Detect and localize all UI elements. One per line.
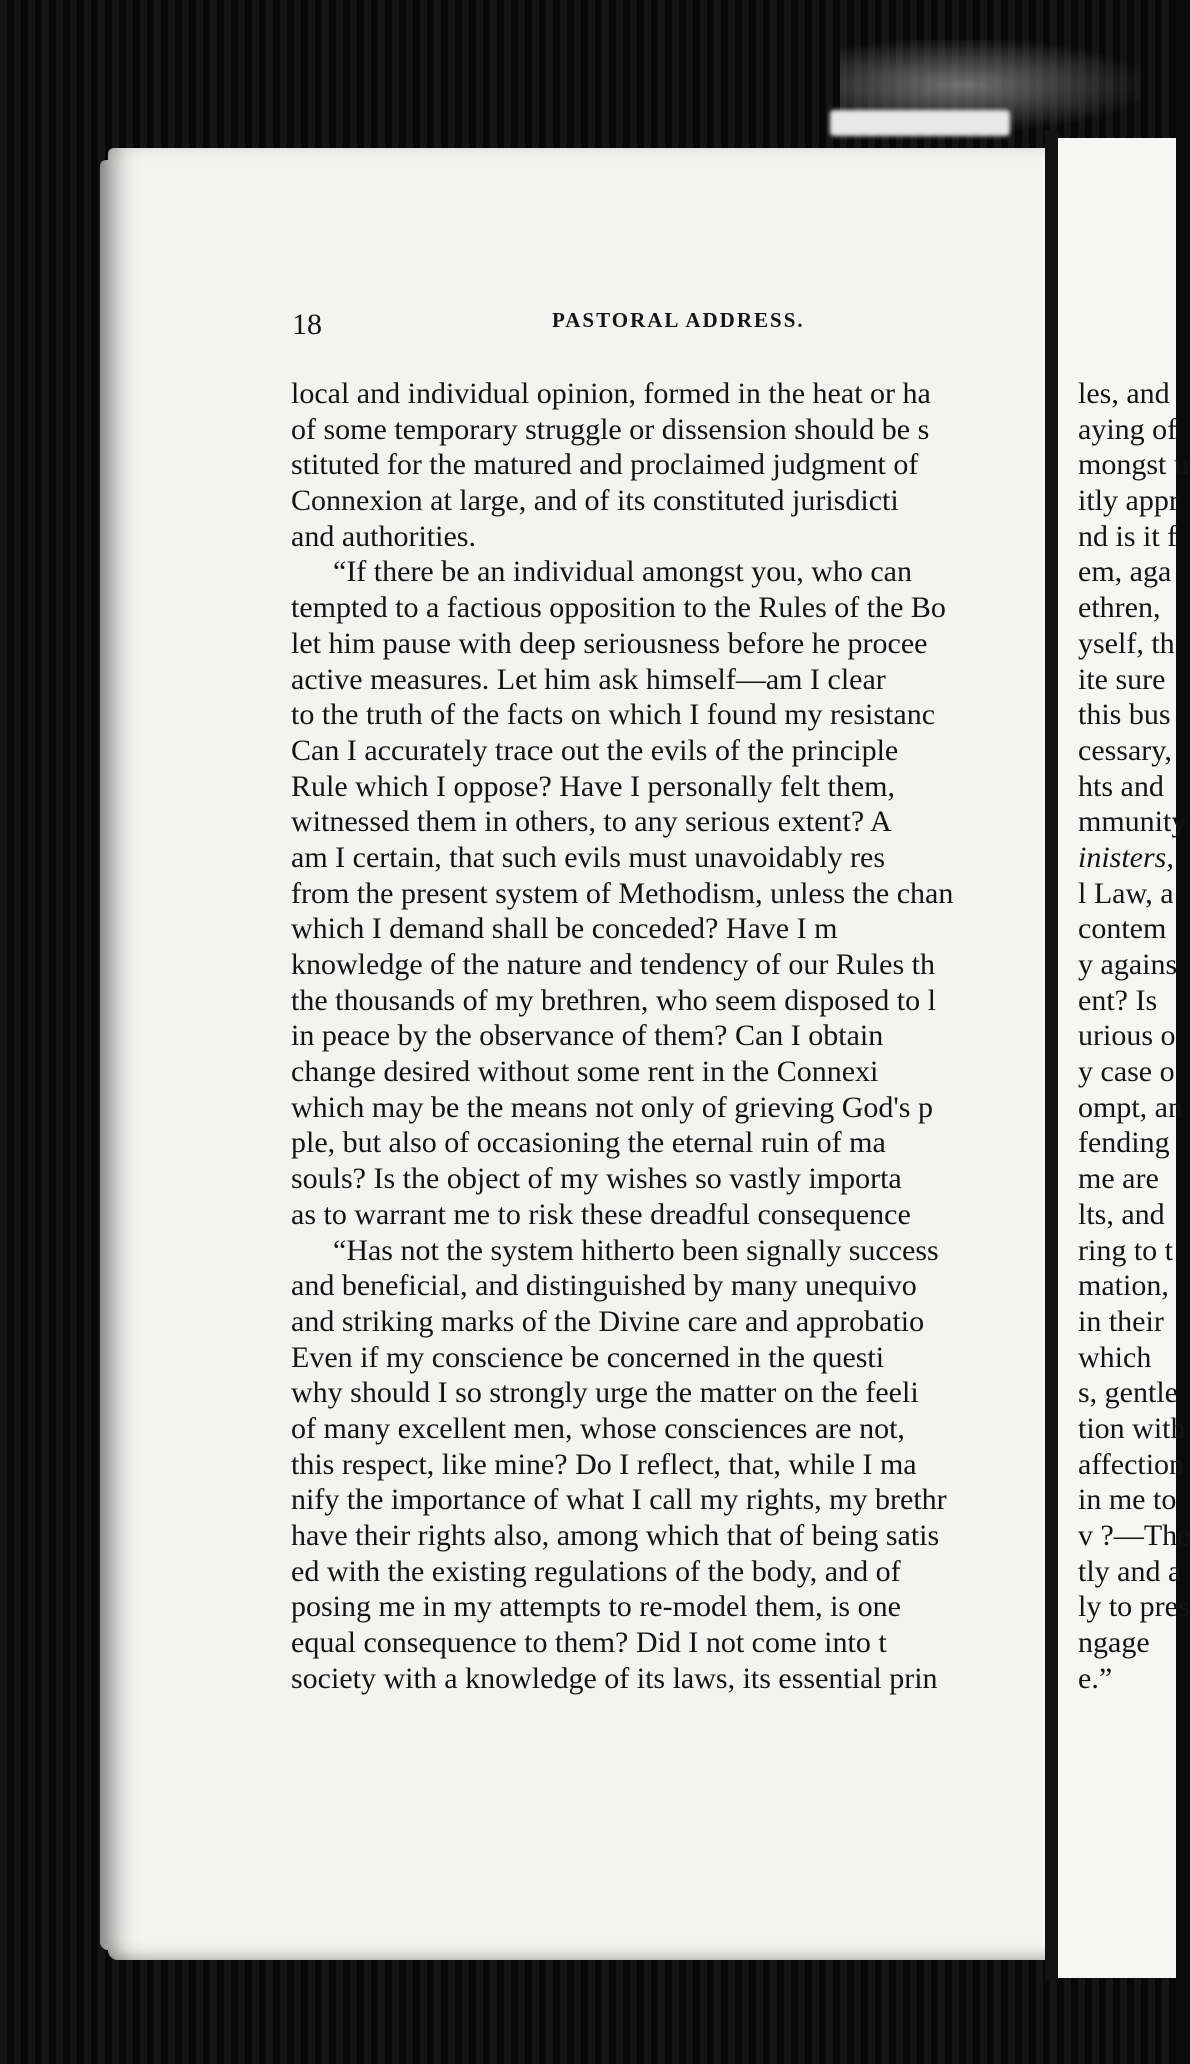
text-line: ed with the existing regulations of the body, and of — [291, 1554, 901, 1588]
text-line: tly and a — [1078, 1554, 1182, 1588]
text-line: itly appr — [1078, 484, 1179, 518]
body-text — [291, 376, 1051, 1716]
text-line: mation, — [1078, 1269, 1169, 1303]
page-gutter-divider — [1045, 130, 1059, 1980]
text-line: posing me in my attempts to re-model them, is one — [291, 1590, 901, 1624]
text-line: lts, and — [1078, 1197, 1165, 1231]
text-line: nd is it f — [1078, 519, 1178, 553]
text-line: ly to pres — [1078, 1590, 1190, 1624]
text-line: in their — [1078, 1304, 1164, 1338]
text-line: this respect, like mine? Do I reflect, that, while I ma — [291, 1447, 917, 1481]
text-line: ple, but also of occasioning the eternal ruin of ma — [291, 1126, 886, 1160]
text-line: which — [1078, 1340, 1152, 1374]
text-line: “Has not the system hitherto been signally success — [333, 1233, 939, 1267]
text-line: ent? Is — [1078, 983, 1158, 1017]
text-line: mmunity — [1078, 805, 1187, 839]
text-line: in me to — [1078, 1483, 1177, 1517]
running-head: PASTORAL ADDRESS. — [552, 308, 805, 332]
text-line: tion with — [1078, 1411, 1186, 1445]
text-line: from the present system of Methodism, unless the chan — [291, 876, 954, 910]
text-line: contem — [1078, 912, 1167, 946]
text-line: ring to t — [1078, 1233, 1173, 1267]
text-line: society with a knowledge of its laws, its essential prin — [291, 1661, 938, 1695]
text-line: nify the importance of what I call my rights, my brethr — [291, 1483, 947, 1517]
text-line: fending — [1078, 1126, 1170, 1160]
text-line: why should I so strongly urge the matter on the feeli — [291, 1376, 919, 1410]
text-line: inisters, — [1078, 840, 1174, 874]
text-line: the thousands of my brethren, who seem disposed to l — [291, 983, 936, 1017]
text-line: and authorities. — [291, 519, 476, 553]
text-line: and beneficial, and distinguished by many unequivo — [291, 1269, 917, 1303]
text-line: have their rights also, among which that of being satis — [291, 1519, 940, 1552]
text-line: active measures. Let him ask himself—am I clear — [291, 662, 886, 696]
text-line: equal consequence to them? Did I not come into t — [291, 1626, 887, 1660]
text-line: ethren, — [1078, 591, 1161, 625]
text-line: which may be the means not only of grieving God's p — [291, 1090, 933, 1124]
text-line: let him pause with deep seriousness before he procee — [291, 626, 928, 660]
page-number: 18 — [292, 308, 322, 341]
text-line: Rule which I oppose? Have I personally felt them, — [291, 769, 895, 803]
text-line: ngage — [1078, 1626, 1150, 1660]
text-line: v ?—The — [1078, 1519, 1190, 1552]
text-line: this bus — [1078, 698, 1171, 732]
text-line: knowledge of the nature and tendency of our Rules th — [291, 948, 935, 981]
text-line: witnessed them in others, to any serious extent? A — [291, 805, 892, 839]
text-line: of some temporary struggle or dissension should be s — [291, 412, 930, 446]
text-line: em, aga — [1078, 555, 1172, 589]
text-line: Can I accurately trace out the evils of the principle — [291, 733, 899, 767]
text-line: Even if my conscience be concerned in the questi — [291, 1340, 885, 1374]
text-line: and striking marks of the Divine care and approbatio — [291, 1304, 925, 1338]
text-line: ompt, an — [1078, 1090, 1183, 1124]
text-line: which I demand shall be conceded? Have I m — [291, 912, 838, 946]
text-line: tempted to a factious opposition to the Rules of the Bo — [291, 591, 946, 625]
text-line: affection — [1078, 1447, 1185, 1481]
text-line: y case o — [1078, 1055, 1175, 1089]
text-line: local and individual opinion, formed in the heat or ha — [291, 377, 931, 410]
text-line: to the truth of the facts on which I found my resistanc — [291, 698, 936, 732]
text-line: les, and — [1078, 377, 1170, 410]
text-line: Connexion at large, and of its constituted jurisdicti — [291, 484, 899, 518]
text-line: change desired without some rent in the Connexi — [291, 1055, 879, 1089]
text-line: ite sure — [1078, 662, 1166, 696]
text-line: hts and — [1078, 769, 1164, 803]
right-page-text — [1058, 376, 1190, 1696]
text-line: cessary, — [1078, 733, 1172, 767]
text-line: aying of — [1078, 412, 1178, 446]
scan-glare — [830, 110, 1010, 136]
text-line: of many excellent men, whose consciences are not, — [291, 1411, 905, 1445]
text-line: mongst u — [1078, 448, 1189, 482]
text-line: s, gentle — [1078, 1376, 1178, 1410]
text-line: e.” — [1078, 1661, 1113, 1695]
book-page-right — [1058, 138, 1190, 1978]
text-line: souls? Is the object of my wishes so vastly importa — [291, 1162, 902, 1196]
text-line: urious o — [1078, 1019, 1176, 1053]
text-line: stituted for the matured and proclaimed judgment of — [291, 448, 919, 482]
text-line: in peace by the observance of them? Can I obtain — [291, 1019, 884, 1053]
text-line: me are — [1078, 1162, 1159, 1196]
text-line: am I certain, that such evils must unavoidably res — [291, 840, 886, 874]
text-line: l Law, a — [1078, 876, 1174, 910]
text-line: “If there be an individual amongst you, who can — [333, 555, 912, 589]
text-line: y agains — [1078, 948, 1178, 981]
text-line: yself, th — [1078, 626, 1175, 660]
text-line: as to warrant me to risk these dreadful consequence — [291, 1197, 911, 1231]
